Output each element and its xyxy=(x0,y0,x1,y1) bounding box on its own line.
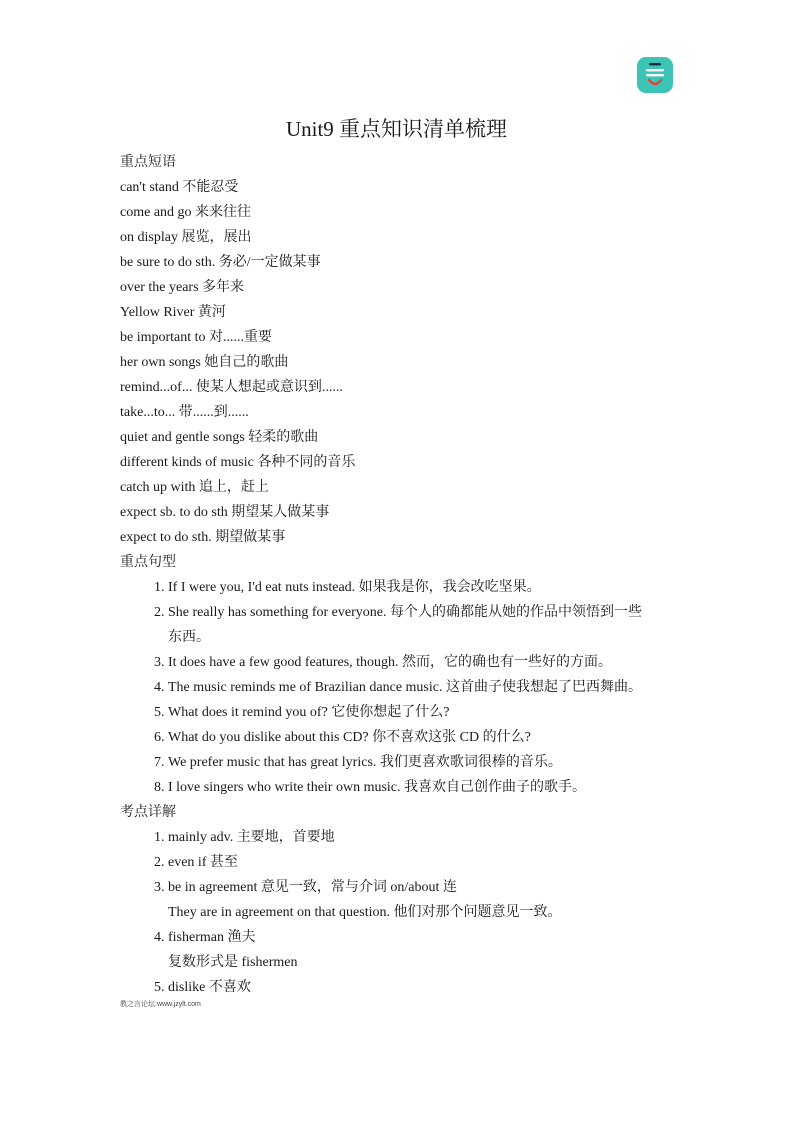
teal-list-logo-icon xyxy=(637,57,673,93)
item-number: 3. xyxy=(154,880,165,895)
phrase-item: on display 展览，展出 xyxy=(120,230,252,245)
item-text: What does it remind you of? 它使你想起了什么? xyxy=(168,705,450,720)
item-text: If I were you, I'd eat nuts instead. 如果我是你，我会改吃坚果。 xyxy=(168,580,541,595)
item-text: It does have a few good features, though. 然而，它的确也有一些好的方面。 xyxy=(168,655,613,670)
item-number: 5. xyxy=(154,705,165,720)
item-text: What do you dislike about this CD? 你不喜欢这张 CD 的什么? xyxy=(168,730,531,745)
page-title: Unit9 重点知识清单梳理 xyxy=(285,117,508,141)
item-text: We prefer music that has great lyrics. 我们更喜欢歌词很棒的音乐。 xyxy=(168,755,562,770)
points-list-item xyxy=(120,975,680,1000)
item-text: even if 甚至 xyxy=(168,855,238,870)
phrase-item: can't stand 不能忍受 xyxy=(120,180,239,195)
points-list-item xyxy=(120,925,680,975)
item-number: 7. xyxy=(154,755,165,770)
sentences-list-item xyxy=(120,600,680,650)
phrase-list xyxy=(120,175,680,550)
phrase-item: quiet and gentle songs 轻柔的歌曲 xyxy=(120,430,319,445)
phrase-item: expect to do sth. 期望做某事 xyxy=(120,530,286,545)
item-text: dislike 不喜欢 xyxy=(168,980,251,995)
sentences-list-item xyxy=(120,775,680,800)
item-text: 东西。 xyxy=(168,630,210,645)
sentences-list-item xyxy=(120,675,680,700)
sentences-list-item xyxy=(120,700,680,725)
item-number: 5. xyxy=(154,980,165,995)
phrase-item: remind...of... 使某人想起或意识到...... xyxy=(120,380,343,395)
item-text: They are in agreement on that question. 他们对那个问题意见一致。 xyxy=(168,905,562,920)
item-number: 6. xyxy=(154,730,165,745)
item-number: 2. xyxy=(154,605,165,620)
item-text: The music reminds me of Brazilian dance music. 这首曲子使我想起了巴西舞曲。 xyxy=(168,680,642,695)
item-number: 1. xyxy=(154,580,165,595)
item-text: 复数形式是 fishermen xyxy=(168,955,298,970)
section-heading-phrases: 重点短语 xyxy=(120,155,176,170)
points-list-item xyxy=(120,850,680,875)
phrase-item: take...to... 带......到...... xyxy=(120,405,249,420)
phrase-item: different kinds of music 各种不同的音乐 xyxy=(120,455,356,470)
item-number: 4. xyxy=(154,680,165,695)
phrase-item: expect sb. to do sth 期望某人做某事 xyxy=(120,505,330,520)
phrase-item: come and go 来来往往 xyxy=(120,205,252,220)
item-text: I love singers who write their own music. 我喜欢自己创作曲子的歌手。 xyxy=(168,780,587,795)
sentences-list-item xyxy=(120,575,680,600)
document-body xyxy=(120,150,680,1000)
item-number: 1. xyxy=(154,830,165,845)
phrase-item: be important to 对......重要 xyxy=(120,330,273,345)
phrase-item: be sure to do sth. 务必/一定做某事 xyxy=(120,255,321,270)
item-number: 8. xyxy=(154,780,165,795)
sentences-list-item xyxy=(120,750,680,775)
section-heading-points: 考点详解 xyxy=(120,805,176,820)
sentence-list xyxy=(120,575,680,800)
phrase-item: catch up with 追上，赶上 xyxy=(120,480,269,495)
phrase-item: Yellow River 黄河 xyxy=(120,305,226,320)
footer-source: 教之言论坛:www.jzylt.com xyxy=(120,1001,201,1008)
item-number: 2. xyxy=(154,855,165,870)
sentences-list-item xyxy=(120,725,680,750)
phrase-item: over the years 多年来 xyxy=(120,280,245,295)
points-list-item xyxy=(120,875,680,925)
item-number: 4. xyxy=(154,930,165,945)
phrase-item: her own songs 她自己的歌曲 xyxy=(120,355,289,370)
points-list-item xyxy=(120,825,680,850)
item-text: fisherman 渔夫 xyxy=(168,930,256,945)
point-list xyxy=(120,825,680,1000)
item-text: mainly adv. 主要地，首要地 xyxy=(168,830,335,845)
item-text: She really has something for everyone. 每个人的确都能从她的作品中领悟到一些 xyxy=(168,605,642,620)
item-text: be in agreement 意见一致，常与介词 on/about 连 xyxy=(168,880,457,895)
sentences-list-item xyxy=(120,650,680,675)
section-heading-sentences: 重点句型 xyxy=(120,555,176,570)
item-number: 3. xyxy=(154,655,165,670)
